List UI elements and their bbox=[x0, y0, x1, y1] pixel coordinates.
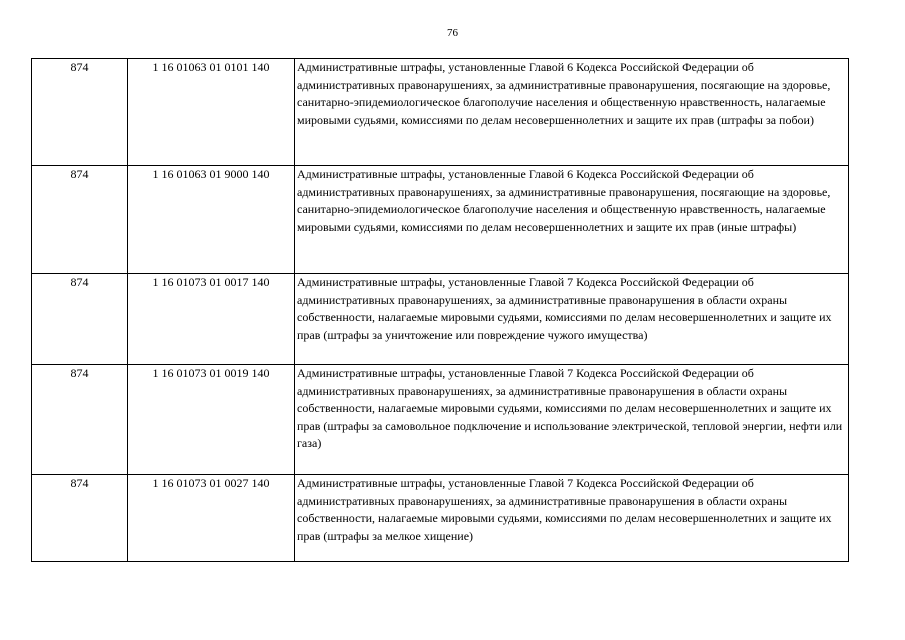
budget-code-cell: 1 16 01073 01 0017 140 bbox=[128, 274, 295, 365]
table-row bbox=[32, 59, 849, 166]
table-row bbox=[32, 475, 849, 562]
administrator-code-cell: 874 bbox=[32, 475, 128, 562]
revenue-name-cell: Административные штрафы, установленные Главой 7 Кодекса Российской Федерации об административных правонарушениях, за административные правонарушения в области охраны собственности, налагаемые мировыми судьями, комиссиями по делам несовершеннолетних и защите их прав (штрафы за мелкое хищение) bbox=[295, 475, 849, 562]
revenue-name-cell: Административные штрафы, установленные Главой 6 Кодекса Российской Федерации об административных правонарушениях, за административные правонарушения, посягающие на здоровье, санитарно-эпидемиологическое благополучие населения и общественную нравственность, налагаемые мировыми судьями, комиссиями по делам несовершеннолетних и защите их прав (штрафы за побои) bbox=[295, 59, 849, 166]
administrator-code-cell: 874 bbox=[32, 59, 128, 166]
table-row bbox=[32, 166, 849, 274]
revenue-name-cell: Административные штрафы, установленные Главой 7 Кодекса Российской Федерации об административных правонарушениях, за административные правонарушения в области охраны собственности, налагаемые мировыми судьями, комиссиями по делам несовершеннолетних и защите их прав (штрафы за самовольное подключение и использование электрической, тепловой энергии, нефти или газа) bbox=[295, 365, 849, 475]
budget-code-cell: 1 16 01073 01 0019 140 bbox=[128, 365, 295, 475]
administrator-code-cell: 874 bbox=[32, 166, 128, 274]
revenue-name-cell: Административные штрафы, установленные Главой 7 Кодекса Российской Федерации об административных правонарушениях, за административные правонарушения в области охраны собственности, налагаемые мировыми судьями, комиссиями по делам несовершеннолетних и защите их прав (штрафы за уничтожение или повреждение чужого имущества) bbox=[295, 274, 849, 365]
table-row bbox=[32, 274, 849, 365]
budget-code-cell: 1 16 01063 01 9000 140 bbox=[128, 166, 295, 274]
budget-code-cell: 1 16 01063 01 0101 140 bbox=[128, 59, 295, 166]
administrator-code-cell: 874 bbox=[32, 365, 128, 475]
page-number: 76 bbox=[447, 27, 458, 39]
administrator-code-cell: 874 bbox=[32, 274, 128, 365]
budget-code-cell: 1 16 01073 01 0027 140 bbox=[128, 475, 295, 562]
table-row bbox=[32, 365, 849, 475]
budget-classification-table bbox=[31, 58, 849, 562]
revenue-name-cell: Административные штрафы, установленные Главой 6 Кодекса Российской Федерации об административных правонарушениях, за административные правонарушения, посягающие на здоровье, санитарно-эпидемиологическое благополучие населения и общественную нравственность, налагаемые мировыми судьями, комиссиями по делам несовершеннолетних и защите их прав (иные штрафы) bbox=[295, 166, 849, 274]
